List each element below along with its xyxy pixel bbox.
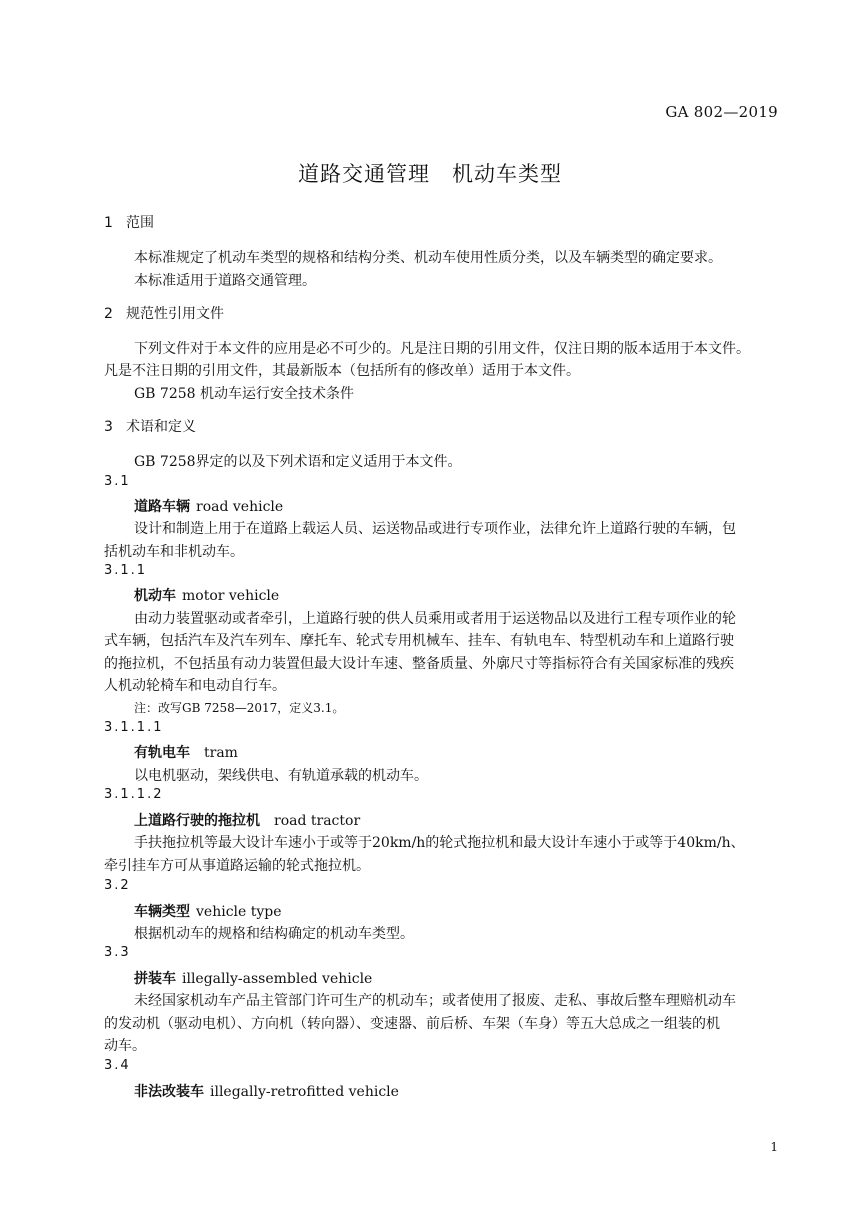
paragraph: 本标准适用于道路交通管理。 <box>134 273 316 289</box>
reference-entry: GB 7258 机动车运行安全技术条件 <box>134 386 355 402</box>
term-number: 3.1.1.1 <box>104 720 164 735</box>
paragraph: 下列文件对于本文件的应用是必不可少的。凡是注日期的引用文件，仅注日期的版本适用于本文件。 <box>134 341 750 357</box>
term-definition: 动车。 <box>104 1038 146 1054</box>
term-number: 3.1 <box>104 474 131 489</box>
term-en: road tractor <box>274 813 361 829</box>
term-definition: 人机动轮椅车和电动自行车。 <box>104 678 286 694</box>
term-title <box>134 810 360 830</box>
term-title <box>134 496 283 516</box>
term-number: 3.4 <box>104 1058 131 1073</box>
term-en: motor vehicle <box>182 588 280 604</box>
term-definition: 括机动车和非机动车。 <box>104 544 244 560</box>
section-number: 2 <box>104 306 113 322</box>
term-title <box>134 585 279 605</box>
term-en: road vehicle <box>196 499 284 515</box>
section-heading <box>104 416 196 436</box>
standard-number: GA 802—2019 <box>665 103 778 121</box>
term-zh: 道路车辆 <box>134 499 190 515</box>
section-title: 范围 <box>126 215 154 231</box>
term-definition: 的发动机（驱动电机）、方向机（转向器）、变速器、前后桥、车架（车身）等五大总成之一组装的机 <box>104 1016 720 1032</box>
section-heading <box>104 303 224 323</box>
term-zh: 车辆类型 <box>134 904 190 920</box>
term-definition: 牵引挂车方可从事道路运输的轮式拖拉机。 <box>104 858 370 874</box>
section-title: 规范性引用文件 <box>126 306 224 322</box>
term-zh: 有轨电车 <box>134 745 190 761</box>
term-definition: 根据机动车的规格和结构确定的机动车类型。 <box>134 926 414 942</box>
document-title: 道路交通管理 机动车类型 <box>298 162 562 186</box>
page-number: 1 <box>770 1140 778 1154</box>
paragraph: GB 7258界定的以及下列术语和定义适用于本文件。 <box>134 454 462 470</box>
section-title: 术语和定义 <box>126 419 196 435</box>
term-title <box>134 742 238 762</box>
term-definition: 的拖拉机，不包括虽有动力装置但最大设计车速、整备质量、外廓尺寸等指标符合有关国家标准的残疾 <box>104 656 734 672</box>
section-number: 3 <box>104 419 113 435</box>
term-definition: 以电机驱动，架线供电、有轨道承载的机动车。 <box>134 768 428 784</box>
term-zh: 拼装车 <box>134 971 176 987</box>
term-number: 3.1.1 <box>104 563 148 578</box>
paragraph: 凡是不注日期的引用文件，其最新版本（包括所有的修改单）适用于本文件。 <box>104 363 580 379</box>
term-note: 注：改写GB 7258—2017，定义3.1。 <box>134 701 345 715</box>
term-definition: 未经国家机动车产品主管部门许可生产的机动车；或者使用了报废、走私、事故后整车理赔机动车 <box>134 993 736 1009</box>
term-title <box>134 1081 399 1101</box>
term-zh: 机动车 <box>134 588 176 604</box>
term-en: vehicle type <box>196 904 282 920</box>
term-number: 3.2 <box>104 878 131 893</box>
term-number: 3.1.1.2 <box>104 787 164 802</box>
term-zh: 上道路行驶的拖拉机 <box>134 813 260 829</box>
term-definition: 由动力装置驱动或者牵引，上道路行驶的供人员乘用或者用于运送物品以及进行工程专项作业的轮 <box>134 611 736 627</box>
section-heading <box>104 212 154 232</box>
term-en: tram <box>204 745 238 761</box>
term-definition: 式车辆，包括汽车及汽车列车、摩托车、轮式专用机械车、挂车、有轨电车、特型机动车和上道路行驶 <box>104 633 734 649</box>
term-definition: 手扶拖拉机等最大设计车速小于或等于20km/h的轮式拖拉机和最大设计车速小于或等于40km/h、 <box>134 835 745 851</box>
term-number: 3.3 <box>104 945 131 960</box>
term-definition: 设计和制造上用于在道路上载运人员、运送物品或进行专项作业，法律允许上道路行驶的车辆，包 <box>134 521 736 537</box>
term-zh: 非法改装车 <box>134 1084 204 1100</box>
paragraph: 本标准规定了机动车类型的规格和结构分类、机动车使用性质分类，以及车辆类型的确定要求。 <box>134 250 722 266</box>
section-number: 1 <box>104 215 113 231</box>
term-title <box>134 901 282 921</box>
term-en: illegally-retrofitted vehicle <box>210 1084 399 1100</box>
term-en: illegally-assembled vehicle <box>182 971 373 987</box>
term-title <box>134 968 372 988</box>
